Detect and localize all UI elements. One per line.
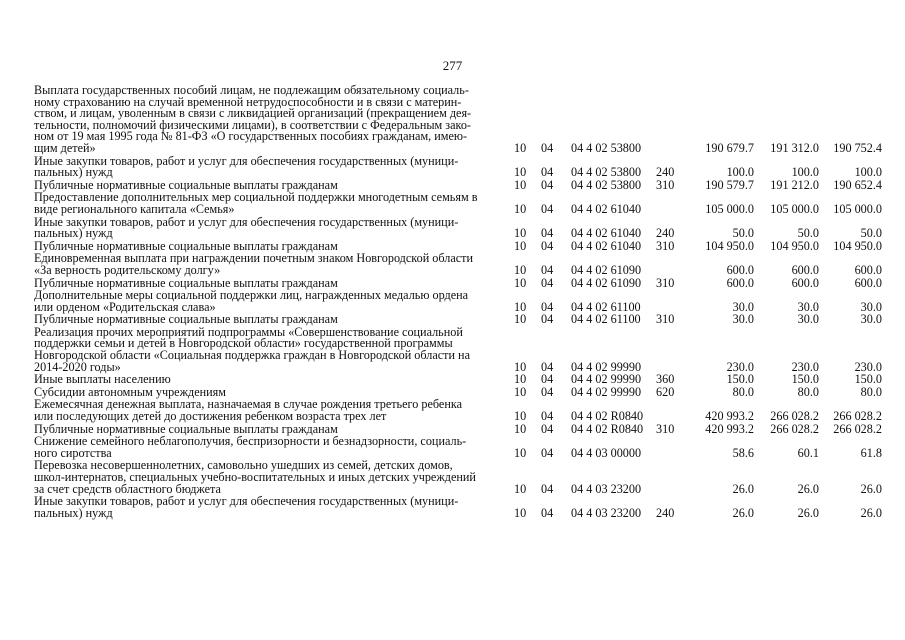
amount-year-2: 26.0 (797, 505, 819, 520)
target-article-code: 04 4 02 61040 (571, 201, 642, 216)
description-line: щим детей» (34, 140, 96, 155)
subsection-code: 04 (541, 177, 554, 192)
target-article-code: 04 4 02 61090 (571, 262, 642, 277)
amount-year-1: 230.0 (726, 359, 754, 374)
amount-year-1: 190 579.7 (705, 177, 754, 192)
row-description (34, 398, 514, 422)
amount-year-3: 600.0 (854, 275, 882, 290)
expense-type-code (656, 289, 684, 313)
section-code: 10 (514, 275, 527, 290)
target-article-code: 04 4 02 99990 (571, 372, 642, 387)
amount-year-3: 50.0 (860, 226, 882, 241)
subsection-code: 04 (541, 275, 554, 290)
amount-year-3: 266 028.2 (833, 421, 882, 436)
description-line: 2014-2020 годы» (34, 359, 121, 374)
section-code: 10 (514, 312, 527, 327)
target-article-code: 04 4 02 99990 (571, 384, 642, 399)
amount-year-1: 150.0 (726, 372, 754, 387)
subsection-code: 04 (541, 421, 554, 436)
expense-type-code: 310 (656, 177, 675, 192)
amount-year-3: 105 000.0 (833, 201, 882, 216)
subsection-code: 04 (541, 312, 554, 327)
description-line: тельности, полномочий физическими лицами), в соответствии с Федеральным зако- (34, 117, 471, 132)
description-line: Перевозка несовершеннолетних, самовольно ушедших из семей, детских домов, (34, 458, 453, 473)
section-code: 10 (514, 177, 527, 192)
expense-type-code: 310 (656, 421, 675, 436)
amount-year-3: 100.0 (854, 165, 882, 180)
description-line: за счет средств областного бюджета (34, 481, 221, 496)
target-article-code: 04 4 03 00000 (571, 445, 642, 460)
section-code: 10 (514, 201, 527, 216)
section-code: 10 (514, 505, 527, 520)
expense-type-code (656, 398, 684, 422)
description-line: Публичные нормативные социальные выплаты гражданам (34, 275, 338, 290)
row-description (34, 289, 514, 313)
amount-year-1: 50.0 (732, 226, 754, 241)
subsection-code: 04 (541, 384, 554, 399)
description-line: Ежемесячная денежная выплата, назначаемая в случае рождения третьего ребенка (34, 397, 462, 412)
amount-year-3: 230.0 (854, 359, 882, 374)
subsection-code: 04 (541, 140, 554, 155)
amount-year-2: 150.0 (791, 372, 819, 387)
amount-year-2: 50.0 (797, 226, 819, 241)
amount-year-2: 60.1 (797, 445, 819, 460)
amount-year-3: 30.0 (860, 312, 882, 327)
target-article-code: 04 4 02 53800 (571, 177, 642, 192)
table-row (34, 459, 882, 495)
target-article-code: 04 4 02 53800 (571, 140, 642, 155)
amount-year-3: 80.0 (860, 384, 882, 399)
section-code: 10 (514, 372, 527, 387)
description-line: Иные выплаты населению (34, 372, 171, 387)
target-article-code: 04 4 02 53800 (571, 165, 642, 180)
target-article-code: 04 4 02 61040 (571, 226, 642, 241)
amount-year-1: 105 000.0 (705, 201, 754, 216)
amount-year-2: 105 000.0 (770, 201, 819, 216)
amount-year-2: 104 950.0 (770, 238, 819, 253)
section-code: 10 (514, 226, 527, 241)
table-row (34, 191, 882, 215)
target-article-code: 04 4 02 61090 (571, 275, 642, 290)
amount-year-2: 191 212.0 (770, 177, 819, 192)
amount-year-3: 600.0 (854, 262, 882, 277)
description-line: виде регионального капитала «Семья» (34, 201, 235, 216)
description-line: Иные закупки товаров, работ и услуг для обеспечения государственных (муници- (34, 494, 459, 509)
amount-year-2: 30.0 (797, 299, 819, 314)
table-body (34, 84, 882, 519)
amount-year-2: 100.0 (791, 165, 819, 180)
description-line: Новгородской области «Социальная поддержка граждан в Новгородской области на (34, 348, 470, 363)
subsection-code: 04 (541, 299, 554, 314)
amount-year-3: 61.8 (860, 445, 882, 460)
expense-type-code (656, 459, 684, 495)
description-line: ного сиротства (34, 445, 112, 460)
amount-year-2: 266 028.2 (770, 421, 819, 436)
section-code: 10 (514, 165, 527, 180)
section-code: 10 (514, 409, 527, 424)
target-article-code: 04 4 02 R0840 (571, 409, 644, 424)
section-code: 10 (514, 421, 527, 436)
section-code: 10 (514, 359, 527, 374)
description-line: Реализация прочих мероприятий подпрограммы «Совершенствование социальной (34, 324, 463, 339)
row-description (34, 216, 514, 240)
description-line: Дополнительные меры социальной поддержки лиц, награжденных медалью ордена (34, 288, 469, 303)
description-line: школ-интернатов, специальных учебно-воспитательных и иных детских учреждений (34, 470, 476, 484)
amount-year-1: 30.0 (732, 312, 754, 327)
description-line: ством, и лицам, уволенным в связи с ликвидацией организаций (прекращением дея- (34, 106, 472, 121)
subsection-code: 04 (541, 481, 554, 496)
row-description (34, 252, 514, 276)
table-row (34, 495, 882, 519)
table-row (34, 289, 882, 313)
section-code: 10 (514, 140, 527, 155)
amount-year-2: 26.0 (797, 481, 819, 496)
section-code: 10 (514, 262, 527, 277)
subsection-code: 04 (541, 238, 554, 253)
subsection-code: 04 (541, 201, 554, 216)
amount-year-1: 26.0 (732, 505, 754, 520)
subsection-code: 04 (541, 372, 554, 387)
amount-year-3: 266 028.2 (833, 409, 882, 424)
amount-year-3: 104 950.0 (833, 238, 882, 253)
row-description (34, 155, 514, 179)
amount-year-1: 420 993.2 (705, 409, 754, 424)
description-line: Иные закупки товаров, работ и услуг для обеспечения государственных (муници- (34, 214, 459, 229)
expense-type-code: 360 (656, 372, 675, 387)
description-line: ному страхованию на случай временной нетрудоспособности и в связи с материн- (34, 94, 462, 109)
description-line: Публичные нормативные социальные выплаты гражданам (34, 312, 338, 327)
amount-year-3: 26.0 (860, 505, 882, 520)
row-description (34, 313, 514, 326)
expense-type-code: 240 (656, 505, 675, 520)
amount-year-3: 150.0 (854, 372, 882, 387)
amount-year-3: 190 652.4 (833, 177, 882, 192)
description-line: пальных) нужд (34, 505, 113, 520)
subsection-code: 04 (541, 505, 554, 520)
subsection-code: 04 (541, 262, 554, 277)
row-description (34, 84, 514, 155)
target-article-code: 04 4 03 23200 (571, 505, 642, 520)
amount-year-3: 26.0 (860, 481, 882, 496)
section-code: 10 (514, 445, 527, 460)
description-line: или орденом «Родительская слава» (34, 299, 216, 314)
subsection-code: 04 (541, 409, 554, 424)
table-row (34, 398, 882, 422)
description-line: Снижение семейного неблагополучия, беспризорности и безнадзорности, социаль- (34, 434, 467, 449)
expense-type-code: 310 (656, 312, 675, 327)
subsection-code: 04 (541, 165, 554, 180)
amount-year-2: 80.0 (797, 384, 819, 399)
row-description (34, 191, 514, 215)
amount-year-1: 600.0 (726, 275, 754, 290)
table-row (34, 252, 882, 276)
description-line: пальных) нужд (34, 165, 113, 180)
description-line: поддержки семьи и детей в Новгородской области» государственной программы (34, 336, 453, 351)
description-line: Субсидии автономным учреждениям (34, 384, 226, 399)
amount-year-3: 30.0 (860, 299, 882, 314)
description-line: Предоставление дополнительных мер социальной поддержки многодетным семьям в (34, 190, 478, 205)
description-line: Публичные нормативные социальные выплаты гражданам (34, 238, 338, 253)
amount-year-2: 230.0 (791, 359, 819, 374)
amount-year-1: 104 950.0 (705, 238, 754, 253)
budget-table (34, 84, 882, 519)
amount-year-1: 420 993.2 (705, 421, 754, 436)
amount-year-1: 26.0 (732, 481, 754, 496)
table-row (34, 326, 882, 373)
target-article-code: 04 4 02 R0840 (571, 421, 644, 436)
description-line: Иные закупки товаров, работ и услуг для обеспечения государственных (муници- (34, 153, 459, 168)
row-description (34, 459, 514, 495)
row-description (34, 326, 514, 373)
expense-type-code: 240 (656, 226, 675, 241)
amount-year-3: 190 752.4 (833, 140, 882, 155)
target-article-code: 04 4 03 23200 (571, 481, 642, 496)
expense-type-code (656, 252, 684, 276)
description-line: пальных) нужд (34, 226, 113, 241)
page-number: 277 (442, 58, 463, 73)
expense-type-code: 240 (656, 165, 675, 180)
description-line: или последующих детей до достижения ребенком возраста трех лет (34, 409, 387, 424)
amount-year-2: 30.0 (797, 312, 819, 327)
amount-year-1: 100.0 (726, 165, 754, 180)
expense-type-code (656, 435, 684, 459)
amount-year-2: 266 028.2 (770, 409, 819, 424)
description-line: Единовременная выплата при награждении почетным знаком Новгородской области (34, 251, 473, 266)
expense-type-code (656, 191, 684, 215)
amount-year-1: 190 679.7 (705, 140, 754, 155)
expense-type-code: 310 (656, 275, 675, 290)
section-code: 10 (514, 238, 527, 253)
section-code: 10 (514, 481, 527, 496)
expense-type-code: 620 (656, 384, 675, 399)
table-row (34, 313, 882, 326)
description-line: Публичные нормативные социальные выплаты гражданам (34, 177, 338, 192)
amount-year-2: 600.0 (791, 275, 819, 290)
description-line: Выплата государственных пособий лицам, не подлежащим обязательному социаль- (34, 83, 469, 97)
subsection-code: 04 (541, 359, 554, 374)
amount-year-1: 600.0 (726, 262, 754, 277)
table-row (34, 373, 882, 386)
description-line: ном от 19 мая 1995 года № 81-ФЗ «О государственных пособиях гражданам, имею- (34, 129, 468, 144)
amount-year-2: 600.0 (791, 262, 819, 277)
description-line: «За верность родительскому долгу» (34, 262, 221, 277)
table-row (34, 216, 882, 240)
target-article-code: 04 4 02 61040 (571, 238, 642, 253)
subsection-code: 04 (541, 445, 554, 460)
section-code: 10 (514, 299, 527, 314)
row-description (34, 373, 514, 386)
table-row (34, 435, 882, 459)
amount-year-1: 58.6 (732, 445, 754, 460)
expense-type-code (656, 326, 684, 373)
subsection-code: 04 (541, 226, 554, 241)
table-row (34, 155, 882, 179)
description-line: Публичные нормативные социальные выплаты гражданам (34, 421, 338, 436)
amount-year-1: 30.0 (732, 299, 754, 314)
row-description (34, 495, 514, 519)
table-row (34, 84, 882, 155)
target-article-code: 04 4 02 61100 (571, 312, 641, 327)
amount-year-2: 191 312.0 (770, 140, 819, 155)
target-article-code: 04 4 02 99990 (571, 359, 642, 374)
amount-year-1: 80.0 (732, 384, 754, 399)
target-article-code: 04 4 02 61100 (571, 299, 641, 314)
row-description (34, 435, 514, 459)
expense-type-code: 310 (656, 238, 675, 253)
section-code: 10 (514, 384, 527, 399)
expense-type-code (656, 84, 684, 155)
